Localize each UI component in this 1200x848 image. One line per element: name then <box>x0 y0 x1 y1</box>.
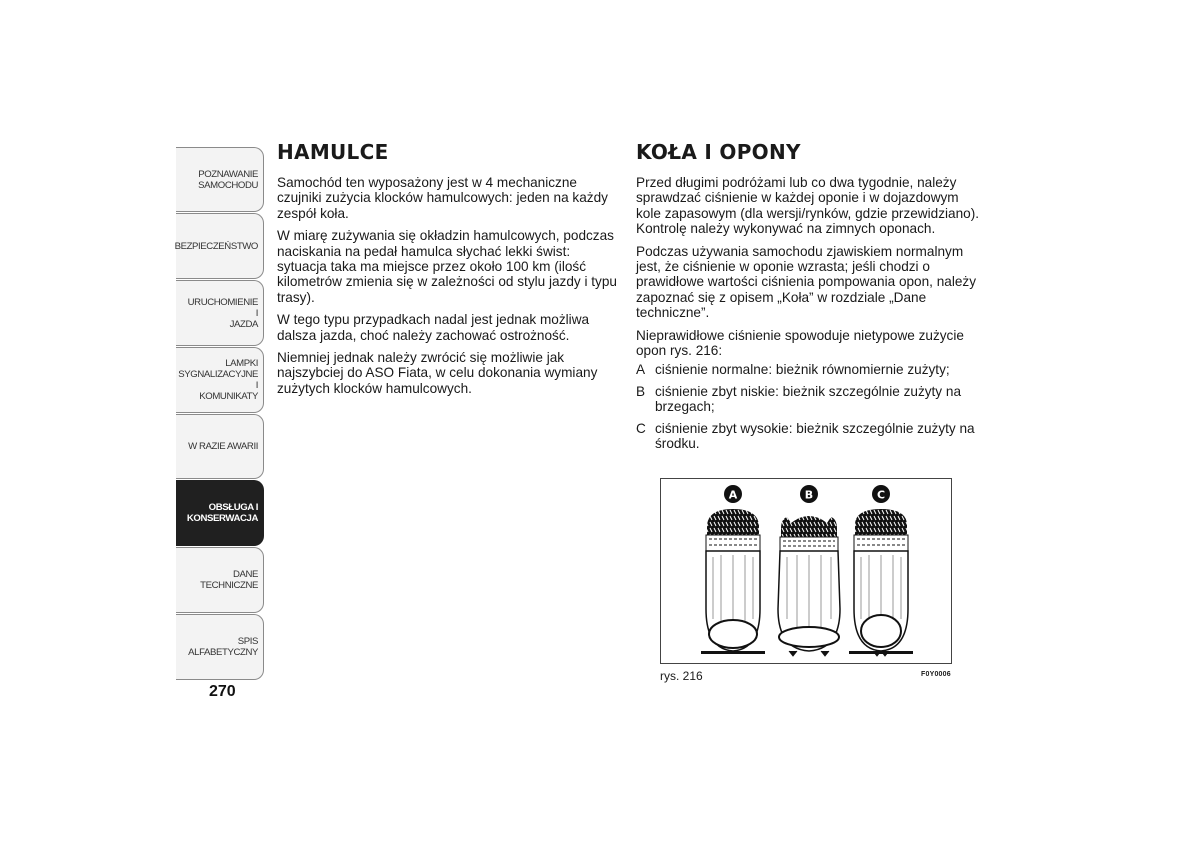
tab-dane-techniczne[interactable] <box>176 547 264 613</box>
tab-label: OBSŁUGA I KONSERWACJA <box>186 502 258 524</box>
wheels-tyres-section <box>636 140 981 458</box>
paragraph: Podczas używania samochodu zjawiskiem normalnym jest, że ciśnienie w oponie wzrasta; jeśli chodzi o prawidłowe wartości ciśnienia pompowania opon, należy zapoznać się z opisem „Koła” w rozdziale „Dane techniczne”. <box>636 243 977 321</box>
tab-label: POZNAWANIE SAMOCHODU <box>198 168 258 191</box>
figure-code: F0Y0006 <box>921 671 951 678</box>
tyre-a <box>701 485 765 654</box>
section-heading: HAMULCE <box>277 140 389 164</box>
badge-b-label: B <box>804 488 814 502</box>
tab-poznawanie-samochodu[interactable] <box>176 147 264 212</box>
tab-uruchomienie-i-jazda[interactable] <box>176 280 264 346</box>
tab-spis-alfabetyczny[interactable] <box>176 614 264 680</box>
paragraph: Przed długimi podróżami lub co dwa tygodnie, należy sprawdzać ciśnienie w każdej oponie i w dojazdowym kole zapasowym (dla wersji/rynków, gdzie przewidziano). Kontrolę należy wykonywać na zimnych oponach. <box>636 175 980 237</box>
tab-label: BEZPIECZEŃSTWO <box>174 240 258 252</box>
list-text: ciśnienie normalne: bieżnik równomiernie zużyty; <box>655 362 950 378</box>
paragraph: W tego typu przypadkach nadal jest jednak możliwa dalsza jazda, choć należy zachować ostrożność. <box>277 312 590 343</box>
tab-obsluga-i-konserwacja[interactable] <box>176 480 264 546</box>
tyre-wear-illustration <box>661 479 951 663</box>
list-text: ciśnienie zbyt niskie: bieżnik szczególnie zużyty na brzegach; <box>655 383 962 415</box>
tab-lampki-sygnalizacyjne[interactable] <box>176 347 264 413</box>
list-letter: B <box>636 383 646 399</box>
tab-label: URUCHOMIENIE I JAZDA <box>187 296 258 330</box>
list-letter: C <box>636 420 646 436</box>
tab-w-razie-awarii[interactable] <box>176 414 264 479</box>
tab-bezpieczenstwo[interactable] <box>176 213 264 279</box>
paragraph: W miarę zużywania się okładzin hamulcowych, podczas naciskania na pedał hamulca słychać lekki świst: sytuacja taka ma miejsce przez około 100 km (ilość kilometrów zmienia się w zależności od stylu jazdy i typu trasy). <box>277 228 617 305</box>
tab-label: DANE TECHNICZNE <box>200 569 258 591</box>
list-item <box>636 384 981 415</box>
brakes-section <box>277 140 617 403</box>
paragraph: Niemniej jednak należy zwrócić się możliwie jak najszybciej do ASO Fiata, w celu dokonania wymiany zużytych klocków hamulcowych. <box>277 350 598 396</box>
tyre-wear-figure <box>660 478 952 664</box>
paragraph: Samochód ten wyposażony jest w 4 mechaniczne czujniki zużycia klocków hamulcowych: jeden na każdy zespół koła. <box>277 175 608 221</box>
tyre-c <box>849 485 913 656</box>
paragraph: Nieprawidłowe ciśnienie spowoduje nietypowe zużycie opon rys. 216: <box>636 327 964 359</box>
section-heading: KOŁA I OPONY <box>636 140 801 164</box>
figure-caption: rys. 216 <box>660 669 703 683</box>
list-text: ciśnienie zbyt wysokie: bieżnik szczególnie zużyty na środku. <box>655 420 975 452</box>
list-item <box>636 362 981 377</box>
badge-c-label: C <box>876 488 886 502</box>
tab-label: W RAZIE AWARII <box>188 441 258 452</box>
badge-a-label: A <box>728 488 738 502</box>
list-item <box>636 421 981 452</box>
list-letter: A <box>636 362 646 378</box>
tab-label: LAMPKI SYGNALIZACYJNE I KOMUNIKATY <box>178 358 258 402</box>
tyre-b <box>778 485 840 656</box>
page-number: 270 <box>209 683 236 700</box>
tab-label: SPIS ALFABETYCZNY <box>188 636 258 658</box>
section-tabs <box>176 147 264 681</box>
